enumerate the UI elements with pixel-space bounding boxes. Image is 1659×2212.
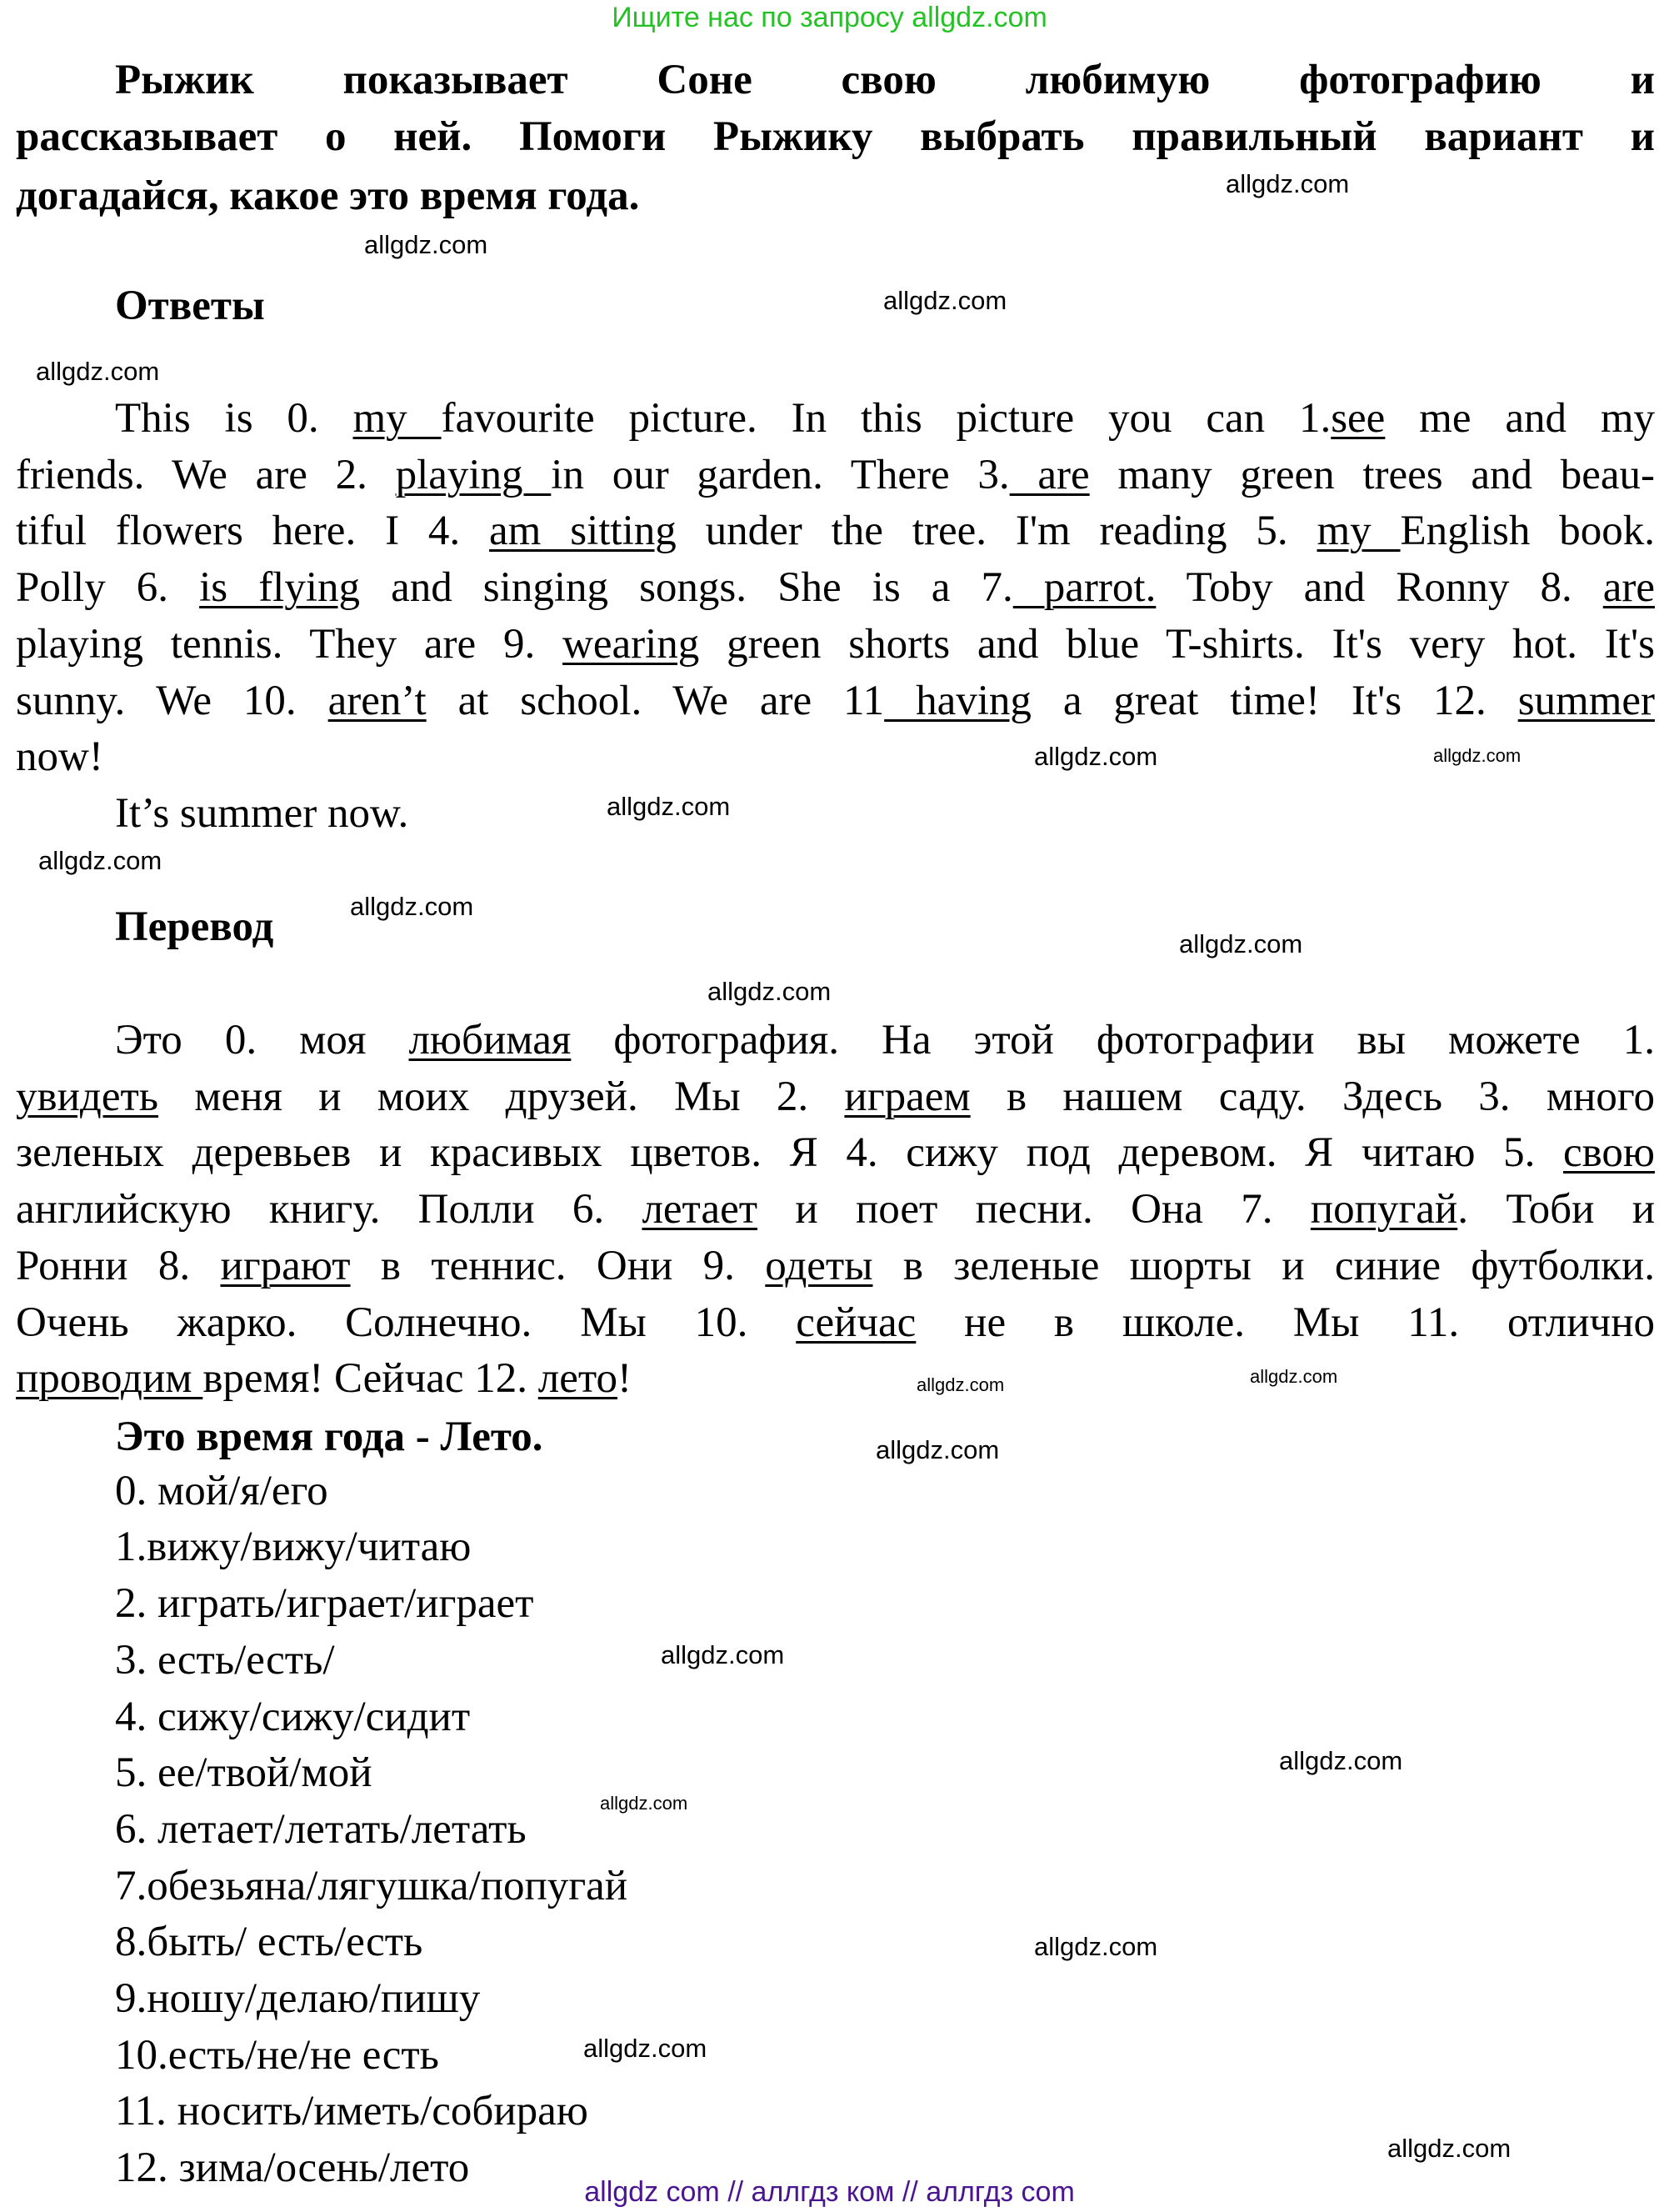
task-line-2: рассказывает о ней. Помоги Рыжику выбрать правильный вариант и [16,113,1655,160]
underlined-answer: wearing [562,620,700,668]
underlined-answer: my [1317,508,1401,555]
option-item: 7.обезьяна/лягушка/попугай [115,1862,628,1909]
text-segment: friends. We are 2. [16,451,396,498]
option-item: 1.вижу/вижу/читаю [115,1524,472,1571]
english-line [115,390,1655,447]
underlined-answer: свою [1563,1129,1655,1177]
watermark: allgdz.com [1250,1366,1338,1387]
watermark: allgdz.com [917,1374,1005,1395]
task-line-3: догадайся, какое это время года. [16,173,640,219]
watermark: allgdz.com [1433,745,1522,766]
underlined-answer: любимая [408,1017,572,1063]
watermark: allgdz.com [1034,742,1158,771]
option-item: 12. зима/осень/лето [115,2144,470,2192]
footer-banner: allgdz com // аллгдз ком // аллгдз com [584,2176,1075,2208]
underlined-answer: playing [395,451,552,498]
underlined-answer: лето [537,1355,617,1403]
underlined-answer: having [884,677,1032,724]
answers-heading: Ответы [115,283,265,329]
search-banner: Ищите нас по запросу allgdz.com [612,2,1047,33]
text-segment: now! [16,733,103,781]
text-segment: playing tennis. They are 9. [16,620,563,668]
option-item: 0. мой/я/его [115,1467,328,1514]
task-line-1: Рыжик показывает Соне свою любимую фотографию и [115,57,1655,103]
english-line [16,673,1655,729]
underlined-answer: играем [844,1073,971,1120]
watermark: allgdz.com [1387,2134,1512,2163]
underlined-answer: am sitting [489,508,677,555]
watermark: allgdz.com [1034,1932,1158,1961]
text-segment: a great time! It's 12. [1031,677,1518,724]
watermark: allgdz.com [583,2034,707,2063]
english-line [16,728,103,785]
russian-line [16,1238,1655,1294]
text-segment: at school. We are 11 [426,677,885,724]
text-segment: many green trees and beau- [1089,451,1655,498]
watermark: allgdz.com [607,792,731,821]
watermark: allgdz.com [1179,929,1303,958]
text-segment: Это 0. моя [115,1017,409,1063]
underlined-answer: parrot. [1012,564,1157,612]
underlined-answer: попугай [1310,1186,1458,1234]
watermark: allgdz.com [1279,1746,1403,1775]
text-segment: время! Сейчас 12. [202,1355,538,1403]
watermark: allgdz.com [661,1640,785,1669]
text-segment: Ронни 8. [16,1242,221,1289]
text-segment: This is 0. [115,395,353,442]
underlined-answer: одеты [765,1242,873,1289]
underlined-answer: сейчас [796,1299,917,1346]
underlined-answer: my [352,395,442,442]
watermark: allgdz.com [883,286,1007,315]
underlined-answer: увидеть [16,1073,159,1120]
underlined-answer: see [1331,395,1386,442]
option-item: 8.быть/ есть/есть [115,1919,423,1966]
option-item: 2. играть/играет/играет [115,1580,534,1628]
text-segment: green shorts and blue T-shirts. It's very hot. It's [699,620,1655,668]
underlined-answer: летает [642,1186,757,1234]
text-segment: under the tree. I'm reading 5. [676,508,1317,555]
text-segment: Toby and Ronny 8. [1156,564,1603,612]
option-item: 11. носить/иметь/собираю [115,2088,588,2135]
option-item: 10.есть/не/не есть [115,2031,439,2079]
text-segment: в теннис. Они 9. [350,1242,766,1289]
option-item: 6. летает/летать/летать [115,1805,527,1853]
text-segment: не в школе. Мы 11. отлично [916,1299,1655,1346]
english-summary: It’s summer now. [115,790,409,837]
translation-heading: Перевод [115,903,274,950]
watermark: allgdz.com [38,846,162,875]
text-segment: in our garden. There 3. [551,451,1010,498]
russian-line [16,1124,1655,1181]
option-item: 5. ее/твой/мой [115,1749,372,1797]
text-segment: в нашем саду. Здесь 3. много [970,1073,1655,1120]
english-line [16,559,1655,616]
watermark: allgdz.com [600,1793,688,1814]
russian-line [16,1068,1655,1125]
text-segment: в зеленые шорты и синие футболки. [872,1242,1655,1289]
text-segment: английскую книгу. Полли 6. [16,1186,642,1234]
underlined-answer: проводим [16,1355,203,1403]
text-segment: ! [617,1355,632,1403]
text-segment: Polly 6. [16,564,200,612]
text-segment: English book. [1400,508,1655,555]
russian-line [16,1294,1655,1351]
text-segment: and singing songs. She is a 7. [360,564,1013,612]
russian-line [16,1181,1655,1238]
text-segment: me and my [1385,395,1655,442]
underlined-answer: are [1602,564,1655,612]
text-segment: Очень жарко. Солнечно. Мы 10. [16,1299,797,1346]
text-segment: tiful flowers here. I 4. [16,508,490,555]
option-item: 9.ношу/делаю/пишу [115,1975,481,2022]
underlined-answer: aren’t [327,677,427,724]
underlined-answer: summer [1517,677,1655,724]
english-line [16,616,1655,673]
underlined-answer: играют [220,1242,351,1289]
watermark: allgdz.com [350,892,474,921]
text-segment: . Тоби и [1457,1186,1655,1234]
text-segment: фотография. На этой фотографии вы можете 1. [571,1017,1655,1063]
option-item: 3. есть/есть/ [115,1636,335,1684]
english-line [16,447,1655,503]
russian-line [16,1350,632,1407]
text-segment: и поет песни. Она 7. [757,1186,1311,1234]
underlined-answer: are [1009,451,1090,498]
text-segment: зеленых деревьев и красивых цветов. Я 4. сижу под деревом. Я читаю 5. [16,1129,1564,1177]
watermark: allgdz.com [36,357,160,386]
watermark: allgdz.com [364,230,488,259]
underlined-answer: is flying [199,564,361,612]
russian-line [115,1012,1655,1068]
season-heading: Это время года - Лето. [115,1414,543,1460]
watermark: allgdz.com [876,1435,1000,1464]
text-segment: favourite picture. In this picture you can 1. [441,395,1332,442]
text-segment: меня и моих друзей. Мы 2. [158,1073,845,1120]
watermark: allgdz.com [707,977,832,1006]
watermark: allgdz.com [1226,169,1350,198]
option-item: 4. сижу/сижу/сидит [115,1693,471,1740]
english-line [16,503,1655,559]
text-segment: sunny. We 10. [16,677,328,724]
